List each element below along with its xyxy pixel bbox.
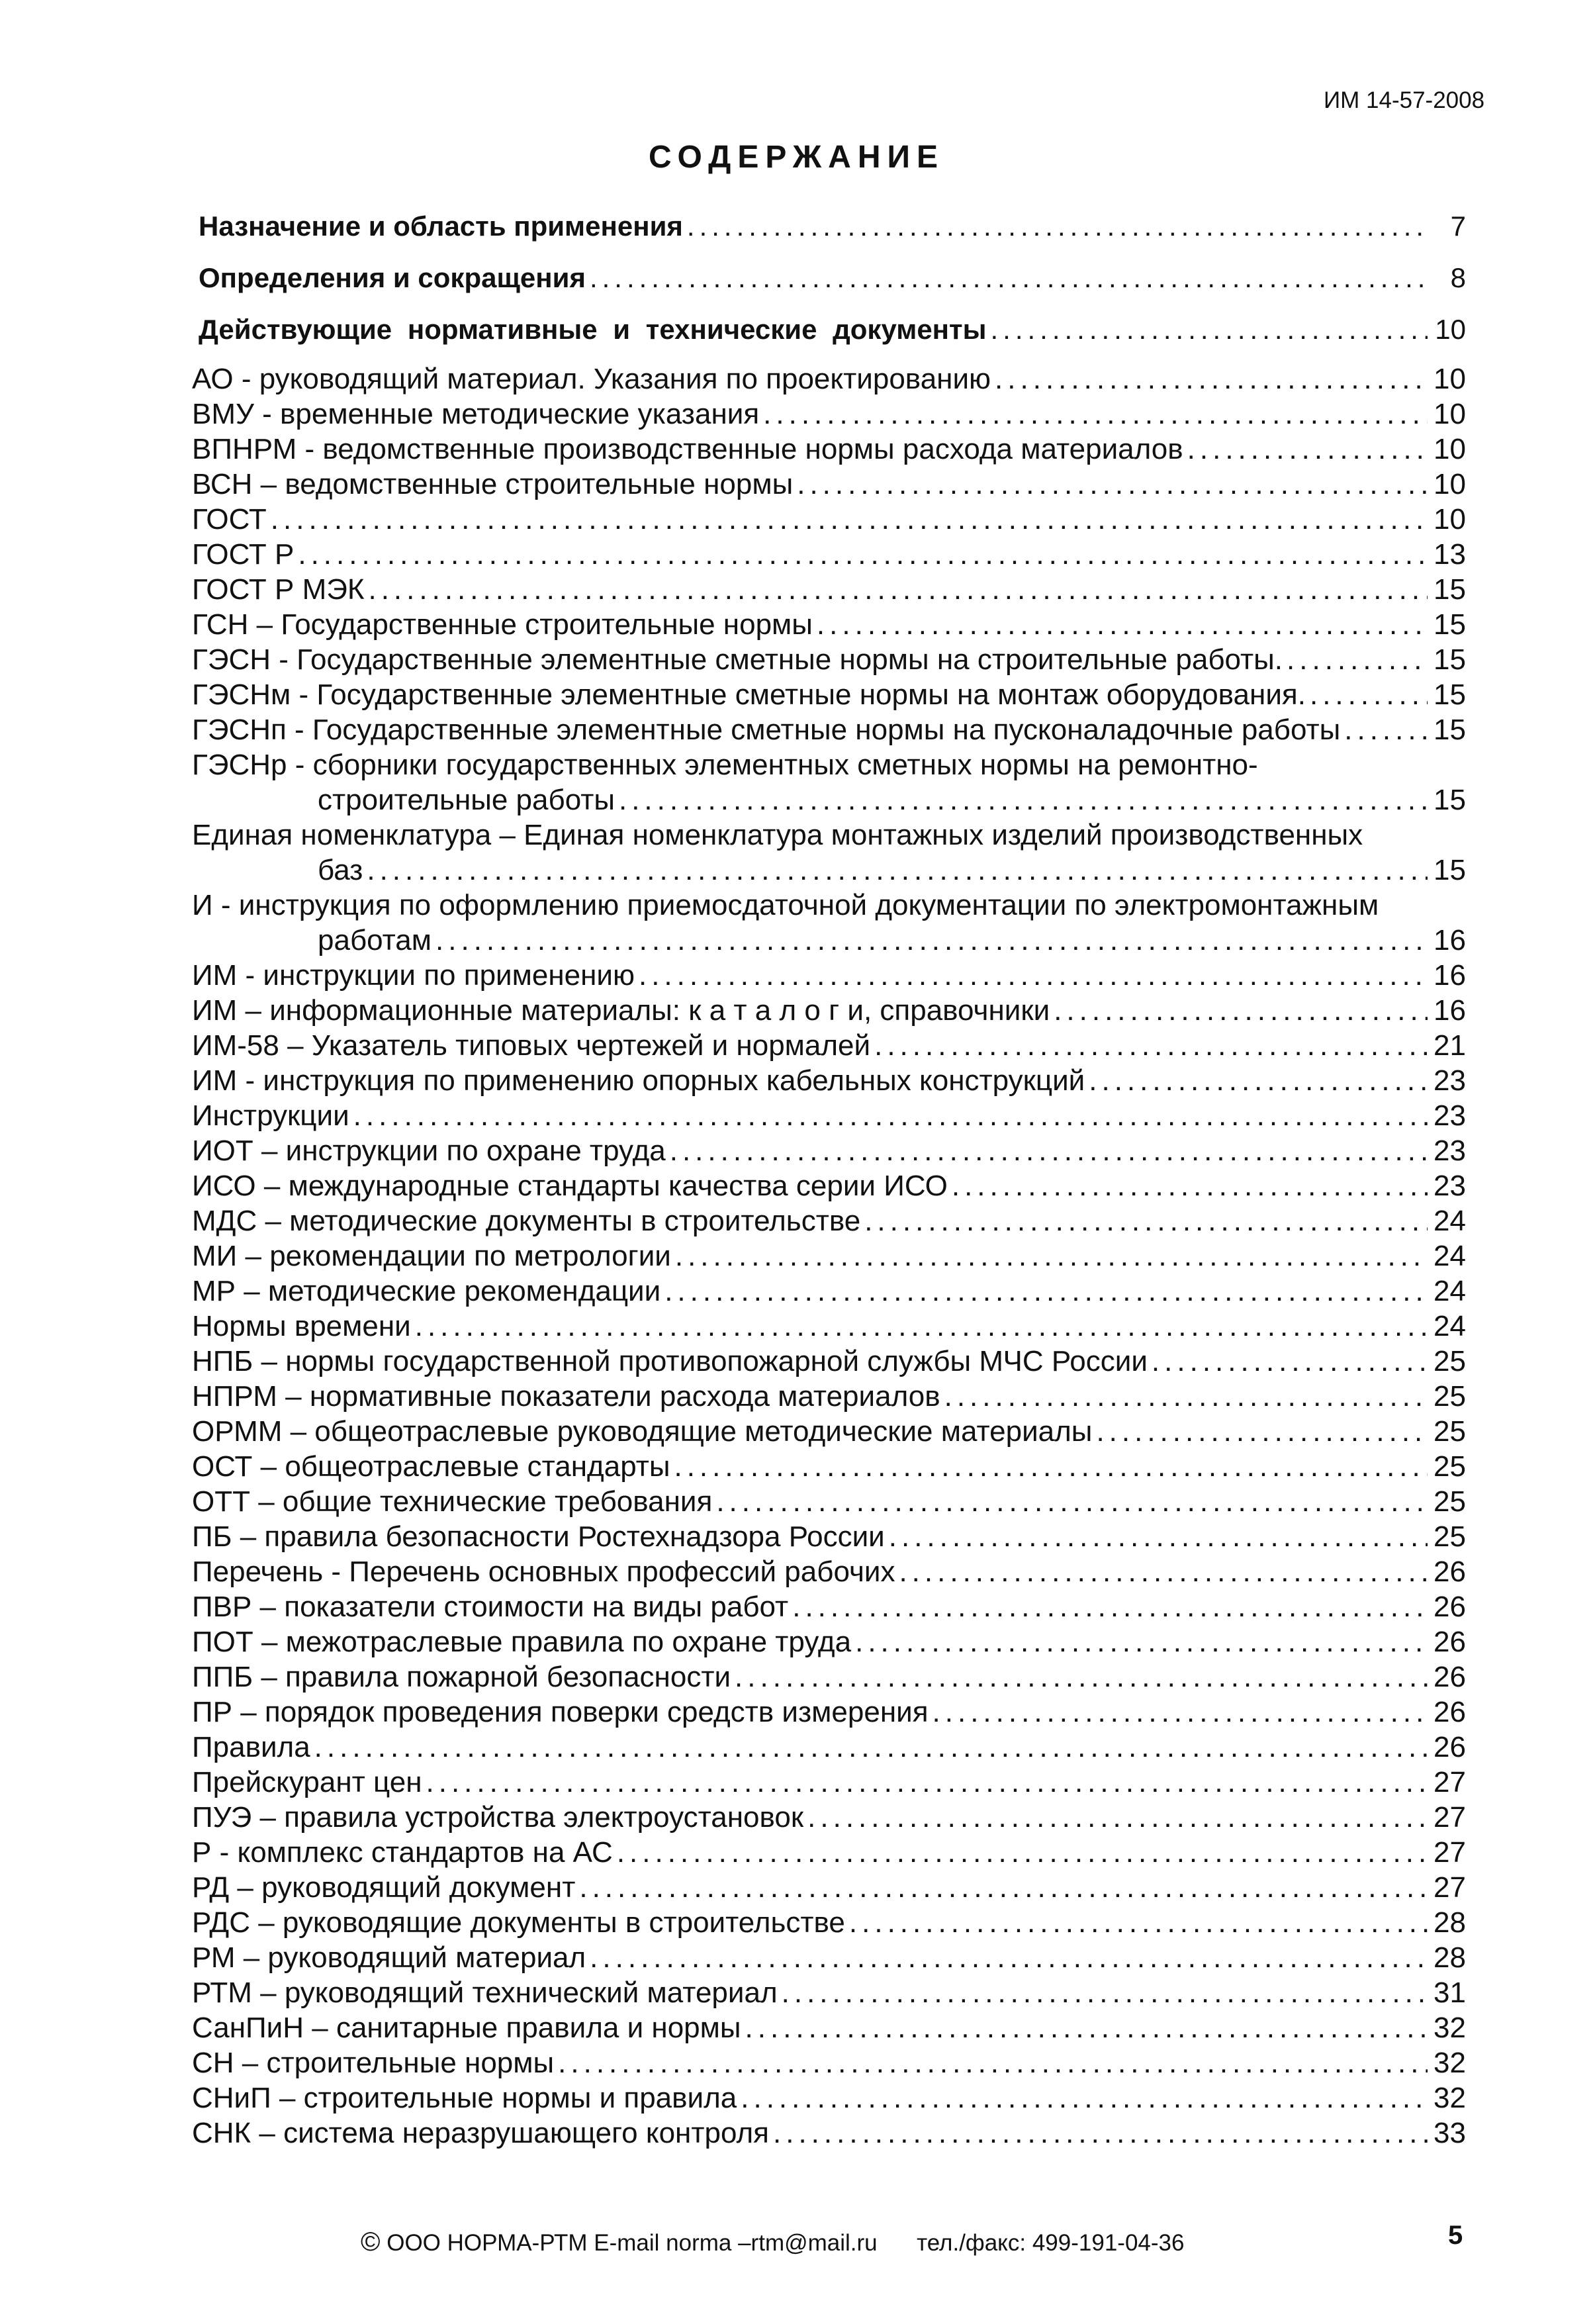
dot-leader <box>1096 1414 1428 1449</box>
dot-leader <box>995 361 1428 396</box>
toc-entry[interactable] <box>192 677 1466 712</box>
entry-text: ГЭСНр - сборники государственных элементных сметных нормы на ремонтно- <box>192 749 1258 781</box>
toc-entry[interactable] <box>192 1835 1466 1870</box>
entry-text: МИ – рекомендации по метрологии <box>192 1240 671 1272</box>
toc-entry[interactable] <box>192 888 1466 923</box>
dot-leader <box>1089 1063 1428 1098</box>
dot-leader <box>639 958 1428 993</box>
entry-text: ВМУ - временные методические указания <box>192 398 760 430</box>
toc-entry[interactable] <box>192 1274 1466 1309</box>
toc-entry[interactable] <box>192 993 1466 1028</box>
page-ref: 10 <box>1434 398 1466 430</box>
page-ref: 23 <box>1434 1170 1466 1202</box>
page-ref: 27 <box>1434 1836 1466 1869</box>
page-ref: 15 <box>1434 573 1466 606</box>
page-ref: 25 <box>1434 1520 1466 1553</box>
dot-leader <box>763 396 1428 432</box>
entry-text: АО - руководящий материал. Указания по проектированию <box>192 363 991 395</box>
dot-leader <box>1344 712 1428 747</box>
dot-leader <box>670 1133 1428 1168</box>
section-title: Действующие нормативные и технические документы <box>199 314 987 345</box>
page-ref: 25 <box>1434 1380 1466 1413</box>
page-ref: 13 <box>1434 538 1466 571</box>
dot-leader <box>864 1203 1428 1238</box>
phone-text: тел./факс: 499-191-04-36 <box>917 2230 1185 2256</box>
page-ref: 32 <box>1434 2082 1466 2114</box>
copyright-sign: © <box>361 2227 381 2256</box>
page-ref: 23 <box>1434 1135 1466 1167</box>
dot-leader <box>944 1379 1428 1414</box>
dot-leader <box>579 1870 1428 1905</box>
dot-leader <box>952 1168 1428 1203</box>
dot-leader <box>687 210 1428 242</box>
entry-text: Правила <box>192 1731 310 1763</box>
dot-leader <box>353 1098 1428 1133</box>
page-ref: 23 <box>1434 1064 1466 1097</box>
toc-entry[interactable] <box>192 1975 1466 2010</box>
dot-leader <box>314 1730 1428 1765</box>
dot-leader <box>716 1484 1428 1519</box>
toc-entry[interactable] <box>192 1344 1466 1379</box>
toc-entry[interactable] <box>192 1484 1466 1519</box>
toc-entry[interactable] <box>192 1203 1466 1238</box>
page-ref: 32 <box>1434 2012 1466 2044</box>
entry-text: ГЭСНм - Государственные элементные сметные нормы на монтаж оборудования. <box>192 678 1306 711</box>
page-ref: 26 <box>1434 1731 1466 1763</box>
document-code: ИМ 14-57-2008 <box>1324 87 1485 113</box>
dot-leader <box>792 1589 1428 1624</box>
page-ref: 23 <box>1434 1099 1466 1132</box>
entry-text: СНК – система неразрушающего контроля <box>192 2117 769 2149</box>
page-ref: 15 <box>1434 608 1466 641</box>
entry-text: ИСО – международные стандарты качества серии ИСО <box>192 1170 948 1202</box>
dot-leader <box>617 1835 1428 1870</box>
dot-leader <box>817 607 1428 642</box>
toc-entry[interactable] <box>192 1028 1466 1063</box>
dot-leader <box>899 1554 1428 1589</box>
dot-leader <box>1054 993 1428 1028</box>
toc-entry[interactable] <box>192 817 1466 853</box>
entry-text: работам <box>318 924 432 956</box>
page-ref: 15 <box>1434 784 1466 816</box>
dot-leader <box>590 262 1428 294</box>
toc-section-definitions[interactable] <box>199 262 1466 294</box>
toc-entry[interactable] <box>192 1379 1466 1414</box>
entry-text: ПОТ – межотраслевые правила по охране труда <box>192 1626 852 1658</box>
page-ref: 7 <box>1450 210 1466 242</box>
entry-text: ГСН – Государственные строительные нормы <box>192 608 813 641</box>
dot-leader <box>797 467 1428 502</box>
toc-entry[interactable] <box>192 1940 1466 1975</box>
page-ref: 27 <box>1434 1766 1466 1798</box>
dot-leader <box>773 2115 1428 2151</box>
entry-text: ИМ - инструкции по применению <box>192 959 635 992</box>
dot-leader <box>1310 677 1428 712</box>
entry-text: РМ – руководящий материал <box>192 1941 586 1974</box>
dot-leader <box>741 2080 1428 2115</box>
dot-leader <box>664 1274 1428 1309</box>
toc-entry[interactable] <box>192 1519 1466 1554</box>
page-ref: 33 <box>1434 2117 1466 2149</box>
toc-entry[interactable] <box>192 1870 1466 1905</box>
page-ref: 28 <box>1434 1906 1466 1939</box>
entry-text: СН – строительные нормы <box>192 2047 555 2079</box>
entry-text: РТМ – руководящий технический материал <box>192 1976 778 2009</box>
page-ref: 26 <box>1434 1626 1466 1658</box>
entry-text: Единая номенклатура – Единая номенклатура монтажных изделий производственных <box>192 819 1363 851</box>
toc-entry[interactable] <box>192 642 1466 677</box>
dot-leader <box>849 1905 1428 1940</box>
page-ref: 16 <box>1434 924 1466 956</box>
page-ref: 26 <box>1434 1556 1466 1588</box>
entry-text: ПУЭ – правила устройства электроустановок <box>192 1801 804 1834</box>
page-ref: 26 <box>1434 1661 1466 1693</box>
dot-leader <box>933 1695 1428 1730</box>
entry-text: ГЭСНп - Государственные элементные сметные нормы на пусконаладочные работы <box>192 714 1341 746</box>
entry-text: ПБ – правила безопасности Ростехнадзора России <box>192 1520 885 1553</box>
page-ref: 25 <box>1434 1415 1466 1448</box>
page-ref: 15 <box>1434 643 1466 676</box>
dot-leader <box>855 1624 1428 1659</box>
toc-entry-continuation[interactable] <box>192 923 1466 958</box>
page-ref: 16 <box>1434 959 1466 992</box>
toc-entry[interactable] <box>192 1414 1466 1449</box>
toc-entry[interactable] <box>192 2080 1466 2115</box>
dot-leader <box>619 782 1428 817</box>
toc-entry[interactable] <box>192 1168 1466 1203</box>
entry-text: МР – методические рекомендации <box>192 1275 661 1307</box>
page-number: 5 <box>1448 2221 1463 2250</box>
entry-text: ИОТ – инструкции по охране труда <box>192 1135 666 1167</box>
toc-entry[interactable] <box>192 712 1466 747</box>
toc-entry-continuation[interactable] <box>192 782 1466 817</box>
toc-entry[interactable] <box>192 537 1466 572</box>
page-ref: 24 <box>1434 1275 1466 1307</box>
entry-text: ОРММ – общеотраслевые руководящие методические материалы <box>192 1415 1093 1448</box>
entry-text: Прейскурант цен <box>192 1766 422 1798</box>
section-title: Назначение и область применения <box>199 210 683 242</box>
toc-entry[interactable] <box>192 1554 1466 1589</box>
entry-text: ПВР – показатели стоимости на виды работ <box>192 1591 789 1623</box>
page-ref: 28 <box>1434 1941 1466 1974</box>
toc-entry[interactable] <box>192 1905 1466 1940</box>
dot-leader <box>298 537 1428 572</box>
entry-text: ИМ – информационные материалы: к а т а л о г и, справочники <box>192 994 1050 1027</box>
toc-entry[interactable] <box>192 467 1466 502</box>
entry-text: ВПНРМ - ведомственные производственные нормы расхода материалов <box>192 433 1183 465</box>
entry-text: ИМ-58 – Указатель типовых чертежей и нормалей <box>192 1029 871 1062</box>
entry-text: ОСТ – общеотраслевые стандарты <box>192 1450 670 1483</box>
page-ref: 27 <box>1434 1801 1466 1834</box>
section-title: Определения и сокращения <box>199 262 586 293</box>
entry-text: ВСН – ведомственные строительные нормы <box>192 468 794 500</box>
entry-text: ГОСТ <box>192 503 267 535</box>
dot-leader <box>435 923 1428 958</box>
entry-text: ПР – порядок проведения поверки средств измерения <box>192 1696 929 1728</box>
page-ref: 24 <box>1434 1205 1466 1237</box>
toc-entry[interactable] <box>192 607 1466 642</box>
page-ref: 10 <box>1434 468 1466 500</box>
entry-text: ППБ – правила пожарной безопасности <box>192 1661 731 1693</box>
page-ref: 24 <box>1434 1310 1466 1342</box>
page-ref: 10 <box>1434 363 1466 395</box>
page-ref: 8 <box>1450 262 1466 293</box>
page-ref: 32 <box>1434 2047 1466 2079</box>
toc-entry[interactable] <box>192 958 1466 993</box>
dot-leader <box>1187 432 1428 467</box>
entry-text: МДС – методические документы в строительстве <box>192 1205 861 1237</box>
toc-entry[interactable] <box>192 1659 1466 1695</box>
toc-entry[interactable] <box>192 1624 1466 1659</box>
toc-entry[interactable] <box>192 1098 1466 1133</box>
toc-entry[interactable] <box>192 396 1466 432</box>
toc-entry-continuation[interactable] <box>192 853 1466 888</box>
dot-leader <box>271 502 1428 537</box>
dot-leader <box>807 1800 1428 1835</box>
toc-entry[interactable] <box>192 1589 1466 1624</box>
entry-text: Перечень - Перечень основных профессий рабочих <box>192 1556 895 1588</box>
toc-entry[interactable] <box>192 1695 1466 1730</box>
dot-leader <box>367 853 1428 888</box>
page-ref: 15 <box>1434 854 1466 886</box>
dot-leader <box>368 572 1428 607</box>
page-ref: 10 <box>1435 314 1466 345</box>
entry-text: ГОСТ Р <box>192 538 295 571</box>
page-ref: 26 <box>1434 1696 1466 1728</box>
dot-leader <box>674 1449 1428 1484</box>
toc-entry[interactable] <box>192 2115 1466 2151</box>
toc-entry[interactable] <box>192 1730 1466 1765</box>
page-ref: 25 <box>1434 1450 1466 1483</box>
toc-entry[interactable] <box>192 1800 1466 1835</box>
entry-text: Р - комплекс стандартов на АС <box>192 1836 613 1869</box>
entry-text: РДС – руководящие документы в строительстве <box>192 1906 845 1939</box>
dot-leader <box>782 1975 1428 2010</box>
footer <box>361 2227 1184 2257</box>
toc-entry[interactable] <box>192 502 1466 537</box>
page-ref: 16 <box>1434 994 1466 1027</box>
page-ref: 10 <box>1434 503 1466 535</box>
entry-text: строительные работы <box>318 784 615 816</box>
toc-entry[interactable] <box>192 1063 1466 1098</box>
dot-leader <box>735 1659 1428 1695</box>
toc-entry-list <box>192 361 1466 2151</box>
toc-entry[interactable] <box>192 1765 1466 1800</box>
dot-leader <box>874 1028 1428 1063</box>
entry-text: Инструкции <box>192 1099 349 1132</box>
entry-text: ИМ - инструкция по применению опорных кабельных конструкций <box>192 1064 1085 1097</box>
entry-text: СНиП – строительные нормы и правила <box>192 2082 737 2114</box>
entry-text: баз <box>318 854 363 886</box>
entry-text: ГОСТ Р МЭК <box>192 573 365 606</box>
toc-section-purpose[interactable] <box>199 210 1466 242</box>
dot-leader <box>590 1940 1428 1975</box>
page-ref: 15 <box>1434 714 1466 746</box>
page-ref: 25 <box>1434 1485 1466 1518</box>
entry-text: Нормы времени <box>192 1310 411 1342</box>
toc-entry[interactable] <box>192 747 1466 782</box>
entry-text: ГЭСН - Государственные элементные сметные нормы на строительные работы. <box>192 643 1283 676</box>
toc-entry[interactable] <box>192 361 1466 396</box>
page-title: СОДЕРЖАНИЕ <box>649 140 944 175</box>
toc-section-documents[interactable] <box>199 314 1466 346</box>
dot-leader <box>1287 642 1428 677</box>
dot-leader <box>745 2010 1428 2045</box>
toc-entry[interactable] <box>192 1238 1466 1274</box>
entry-text: СанПиН – санитарные правила и нормы <box>192 2012 741 2044</box>
entry-text: ОТТ – общие технические требования <box>192 1485 713 1518</box>
dot-leader <box>558 2045 1428 2080</box>
page-ref: 10 <box>1434 433 1466 465</box>
page-ref: 21 <box>1434 1029 1466 1062</box>
toc-entry[interactable] <box>192 1309 1466 1344</box>
page-ref: 15 <box>1434 678 1466 711</box>
toc-entry[interactable] <box>192 432 1466 467</box>
email-text: E-mail norma –rtm@mail.ru <box>594 2230 878 2256</box>
dot-leader <box>1152 1344 1428 1379</box>
toc-entry[interactable] <box>192 1449 1466 1484</box>
page-ref: 26 <box>1434 1591 1466 1623</box>
dot-leader <box>675 1238 1428 1274</box>
dot-leader <box>415 1309 1428 1344</box>
page-ref: 27 <box>1434 1871 1466 1904</box>
entry-text: НПРМ – нормативные показатели расхода материалов <box>192 1380 940 1413</box>
page-ref: 31 <box>1434 1976 1466 2009</box>
toc-entry[interactable] <box>192 1133 1466 1168</box>
entry-text: НПБ – нормы государственной противопожарной службы МЧС России <box>192 1345 1148 1377</box>
company-name: ООО НОРМА-РТМ <box>387 2230 588 2256</box>
toc-entry[interactable] <box>192 572 1466 607</box>
dot-leader <box>991 314 1428 346</box>
dot-leader <box>889 1519 1428 1554</box>
entry-text: И - инструкция по оформлению приемосдаточной документации по электромонтажным <box>192 889 1379 921</box>
page-ref: 25 <box>1434 1345 1466 1377</box>
dot-leader <box>426 1765 1428 1800</box>
entry-text: РД – руководящий документ <box>192 1871 576 1904</box>
page-ref: 24 <box>1434 1240 1466 1272</box>
toc-entry[interactable] <box>192 2045 1466 2080</box>
toc-entry[interactable] <box>192 2010 1466 2045</box>
